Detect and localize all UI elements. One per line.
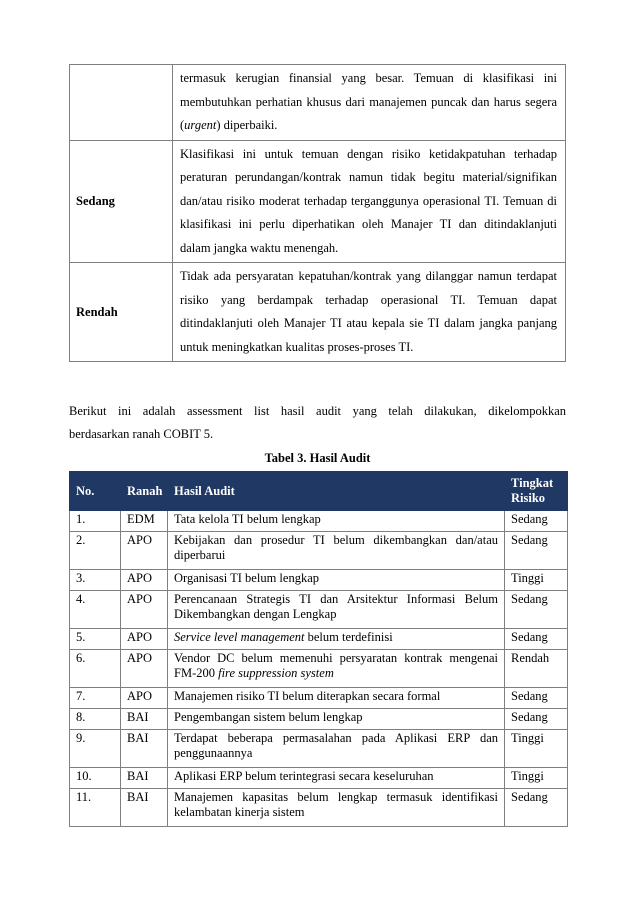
cell-ranah: BAI xyxy=(121,789,168,827)
description-line xyxy=(180,114,557,138)
cell-no: 5. xyxy=(70,629,121,650)
risk-row-rendah xyxy=(70,263,566,362)
description-line: klasifikasi ini perlu diperhatikan oleh Manajer TI dan ditindaklanjuti xyxy=(180,217,557,231)
text-fragment: belum terdefinisi xyxy=(304,630,393,644)
cell-ranah: APO xyxy=(121,591,168,629)
cell-no: 8. xyxy=(70,709,121,730)
cell-line: penggunaannya xyxy=(174,746,253,760)
risk-description xyxy=(173,263,566,362)
cell-risiko: Sedang xyxy=(505,709,568,730)
cell-line: Vendor DC belum memenuhi persyaratan kontrak mengenai xyxy=(174,651,498,665)
cell-no: 11. xyxy=(70,789,121,827)
cell-line: Manajemen kapasitas belum lengkap termasuk identifikasi xyxy=(174,790,498,804)
cell-risiko: Sedang xyxy=(505,688,568,709)
risk-level-label: Sedang xyxy=(70,140,173,263)
risk-level-label: Rendah xyxy=(70,263,173,362)
header-hasil-audit: Hasil Audit xyxy=(168,472,505,511)
cell-ranah: APO xyxy=(121,532,168,570)
cell-hasil xyxy=(168,650,505,688)
table-row xyxy=(70,650,568,688)
header-line: Tingkat xyxy=(511,476,554,490)
cell-no: 3. xyxy=(70,570,121,591)
table-row xyxy=(70,591,568,629)
cell-risiko: Sedang xyxy=(505,532,568,570)
cell-no: 10. xyxy=(70,768,121,789)
cell-risiko: Rendah xyxy=(505,650,568,688)
description-line: dan/atau risiko moderat terhadap terganggunya operasional TI. Temuan di xyxy=(180,193,557,208)
description-line: membutuhkan perhatian khusus dari manajemen puncak dan harus segera xyxy=(180,94,557,109)
cell-hasil: Organisasi TI belum lengkap xyxy=(168,570,505,591)
cell-no: 9. xyxy=(70,730,121,768)
risk-description xyxy=(173,65,566,141)
table-row xyxy=(70,768,568,789)
audit-results-table xyxy=(69,471,568,827)
cell-ranah: APO xyxy=(121,688,168,709)
cell-no: 4. xyxy=(70,591,121,629)
cell-no: 2. xyxy=(70,532,121,570)
cell-hasil xyxy=(168,532,505,570)
table-row xyxy=(70,730,568,768)
cell-hasil xyxy=(168,629,505,650)
cell-hasil xyxy=(168,789,505,827)
description-line: Tidak ada persyaratan kepatuhan/kontrak yang dilanggar namun terdapat xyxy=(180,269,557,283)
table-row xyxy=(70,709,568,730)
italic-term: fire suppression system xyxy=(218,666,334,680)
cell-risiko: Tinggi xyxy=(505,768,568,789)
cell-no: 1. xyxy=(70,511,121,532)
description-line: untuk meningkatkan kualitas proses-proses TI. xyxy=(180,339,414,354)
italic-term: urgent xyxy=(184,118,217,132)
cell-no: 7. xyxy=(70,688,121,709)
paragraph-line: Berikut ini adalah assessment list hasil audit yang telah dilakukan, dikelompokkan xyxy=(69,404,566,418)
cell-ranah: BAI xyxy=(121,768,168,789)
table-row xyxy=(70,688,568,709)
cell-risiko: Sedang xyxy=(505,629,568,650)
table-row xyxy=(70,789,568,827)
cell-no: 6. xyxy=(70,650,121,688)
table-row xyxy=(70,570,568,591)
cell-ranah: BAI xyxy=(121,709,168,730)
description-line: ditindaklanjuti oleh Manajer TI atau kepala sie TI dalam jangka panjang xyxy=(180,316,557,330)
paragraph-line: berdasarkan ranah COBIT 5. xyxy=(69,427,214,441)
description-line: termasuk kerugian finansial yang besar. Temuan di klasifikasi ini xyxy=(180,71,557,85)
cell-line: Dikembangkan dengan Lengkap xyxy=(174,607,337,621)
cell-ranah: BAI xyxy=(121,730,168,768)
table-row xyxy=(70,511,568,532)
cell-ranah: APO xyxy=(121,629,168,650)
cell-line: kelambatan kinerja sistem xyxy=(174,805,305,819)
cell-line xyxy=(174,666,498,681)
cell-line: Kebijakan dan prosedur TI belum dikembangkan dan/atau xyxy=(174,533,498,547)
cell-line: diperbarui xyxy=(174,548,226,562)
cell-hasil xyxy=(168,591,505,629)
description-line: Klasifikasi ini untuk temuan dengan risiko ketidakpatuhan terhadap xyxy=(180,146,557,161)
cell-risiko: Tinggi xyxy=(505,730,568,768)
cell-hasil: Aplikasi ERP belum terintegrasi secara keseluruhan xyxy=(168,768,505,789)
cell-hasil: Pengembangan sistem belum lengkap xyxy=(168,709,505,730)
risk-classification-table xyxy=(69,64,566,362)
table-row xyxy=(70,532,568,570)
header-tingkat-risiko xyxy=(505,472,568,511)
table-header-row xyxy=(70,472,568,511)
text-fragment: ( xyxy=(180,118,185,132)
description-line: dalam jangka waktu menengah. xyxy=(180,240,339,255)
cell-hasil xyxy=(168,730,505,768)
cell-risiko: Sedang xyxy=(505,591,568,629)
cell-risiko: Sedang xyxy=(505,789,568,827)
header-ranah: Ranah xyxy=(121,472,168,511)
cell-line: Terdapat beberapa permasalahan pada Aplikasi ERP dan xyxy=(174,731,498,745)
italic-term: Service level management xyxy=(174,630,305,644)
text-fragment: ) diperbaiki. xyxy=(216,118,278,132)
description-line: peraturan perundangan/kontrak namun tidak begitu material/signifikan xyxy=(180,170,557,184)
risk-level-label xyxy=(70,65,173,141)
header-line: Risiko xyxy=(511,491,546,505)
description-line: risiko yang berdampak terhadap operasional TI. Temuan dapat xyxy=(180,292,557,307)
cell-hasil: Manajemen risiko TI belum diterapkan secara formal xyxy=(168,688,505,709)
cell-ranah: APO xyxy=(121,650,168,688)
risk-row-sedang xyxy=(70,140,566,263)
table-caption: Tabel 3. Hasil Audit xyxy=(264,451,371,465)
risk-row-tinggi-continued xyxy=(70,65,566,141)
cell-line: Perencanaan Strategis TI dan Arsitektur Informasi Belum xyxy=(174,592,498,606)
cell-hasil: Tata kelola TI belum lengkap xyxy=(168,511,505,532)
intro-paragraph xyxy=(69,400,566,446)
table-row xyxy=(70,629,568,650)
risk-description xyxy=(173,140,566,263)
header-no: No. xyxy=(70,472,121,511)
cell-risiko: Sedang xyxy=(505,511,568,532)
cell-ranah: APO xyxy=(121,570,168,591)
cell-risiko: Tinggi xyxy=(505,570,568,591)
cell-ranah: EDM xyxy=(121,511,168,532)
text-fragment: FM-200 xyxy=(174,666,219,680)
